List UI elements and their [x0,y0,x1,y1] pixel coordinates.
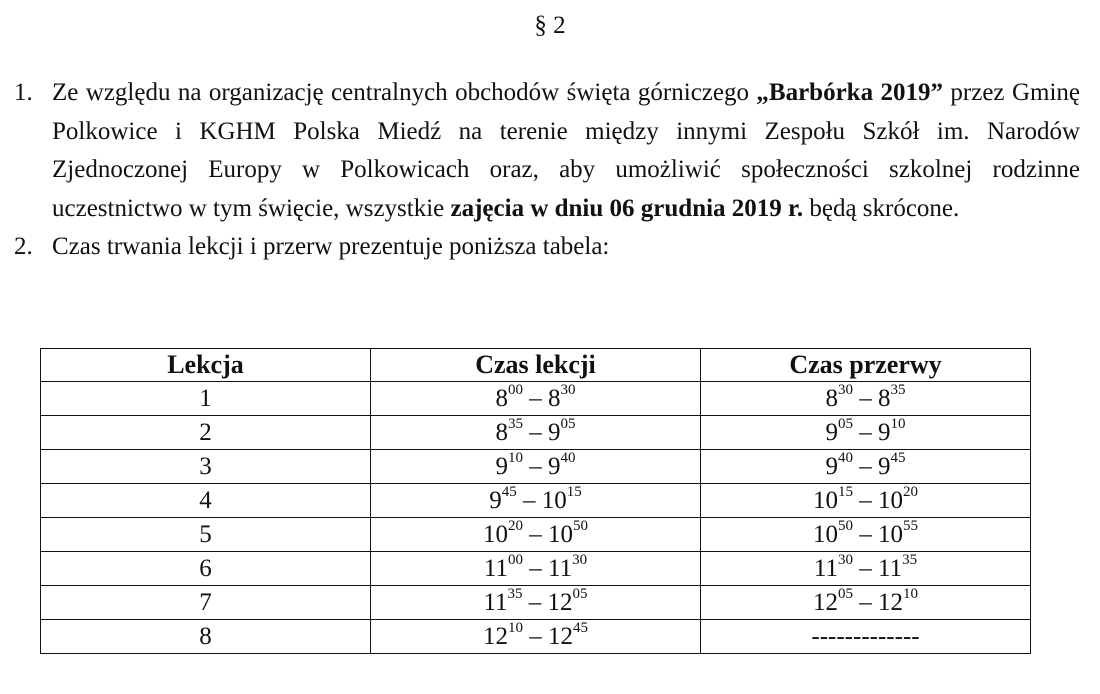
time-to-hour: 11 [878,554,903,582]
no-break-placeholder: ------------- [811,622,920,650]
time-from-minutes: 20 [508,518,523,535]
section-heading: § 2 [534,12,566,39]
table-row [41,382,1031,416]
time-to-minutes: 10 [903,586,918,603]
lesson-time-cell [371,586,701,620]
header-lesson: Lekcja [41,349,371,382]
time-to-minutes: 35 [902,552,918,569]
lesson-number-cell: 7 [41,586,371,620]
time-from-hour: 11 [483,588,508,616]
time-to-hour: 11 [548,554,573,582]
break-time-cell [701,552,1031,586]
lesson-time-cell [371,518,701,552]
time-to-minutes: 15 [566,484,582,501]
time-from-minutes: 05 [838,586,853,603]
break-time-cell [701,382,1031,416]
time-to-hour: 8 [548,384,561,412]
table-row [41,450,1031,484]
range-separator: – [853,588,878,616]
table-row [41,484,1031,518]
list-item-text [52,228,1080,267]
time-to-minutes: 05 [560,416,576,433]
lesson-time-cell [371,484,701,518]
time-from-minutes: 40 [838,450,853,467]
time-from-minutes: 45 [501,484,517,501]
lesson-time-cell [371,382,701,416]
time-from-hour: 12 [483,622,508,650]
time-from-minutes: 35 [507,586,523,603]
lesson-number-cell: 6 [41,552,371,586]
break-time-cell [701,450,1031,484]
time-from-hour: 9 [825,418,838,446]
table-body [41,382,1031,654]
range-separator: – [522,588,548,616]
time-to-minutes: 10 [890,416,906,433]
list-item-2 [14,228,1080,267]
break-time-cell [701,484,1031,518]
lesson-number-cell: 1 [41,382,371,416]
lesson-time-cell [371,620,701,654]
time-to-hour: 9 [548,452,561,480]
text-segment: będą skrócone. [803,194,960,222]
time-to-minutes: 30 [560,382,576,399]
schedule-table [40,348,1031,654]
time-from-minutes: 10 [508,620,523,637]
time-to-hour: 10 [878,486,903,514]
range-separator: – [523,554,548,582]
time-from-hour: 8 [495,384,508,412]
time-to-hour: 9 [878,418,891,446]
time-to-minutes: 50 [573,518,588,535]
break-time-cell [701,586,1031,620]
time-to-hour: 12 [878,588,903,616]
range-separator: – [516,486,542,514]
header-break-time: Czas przerwy [701,349,1031,382]
lesson-time-cell [371,450,701,484]
range-separator: – [853,418,878,446]
range-separator: – [853,554,878,582]
time-to-hour: 10 [541,486,567,514]
time-to-hour: 9 [548,418,561,446]
time-from-hour: 9 [489,486,502,514]
time-to-minutes: 35 [890,382,906,399]
time-to-minutes: 20 [903,484,918,501]
lesson-number-cell: 3 [41,450,371,484]
lesson-time-cell [371,552,701,586]
text-segment: Ze względu na organizację centralnych obchodów święta górniczego [52,79,757,106]
time-from-minutes: 15 [838,484,853,501]
list-item-number: 1. [14,79,33,106]
time-to-hour: 12 [547,588,573,616]
range-separator: – [523,418,548,446]
time-from-hour: 8 [825,384,838,412]
time-to-minutes: 40 [560,450,576,467]
range-separator: – [853,384,878,412]
text-segment: przez Gminę Polkowice i KGHM Polska Miedź na terenie między innymi Zespołu Szkół im. Narodów Zjednoczonej Europy w Polkowicach oraz, aby umożliwić społeczności szkolnej rodzinne uczestnictwo w tym święcie, wszystkie [52,79,1080,222]
time-from-minutes: 00 [508,552,523,569]
lesson-number-cell: 8 [41,620,371,654]
time-to-hour: 10 [878,520,903,548]
time-from-hour: 11 [483,554,508,582]
time-from-hour: 8 [495,418,508,446]
time-from-hour: 10 [813,520,838,548]
time-from-minutes: 30 [838,552,853,569]
table-row [41,586,1031,620]
time-from-hour: 12 [813,588,838,616]
lesson-number-cell: 5 [41,518,371,552]
numbered-list [14,74,1080,267]
break-time-cell [701,416,1031,450]
text-segment-bold: „Barbórka 2019” [756,79,943,106]
text-segment: Czas trwania lekcji i przerw prezentuje poniższa tabela: [52,233,610,260]
time-from-hour: 9 [825,452,838,480]
list-item-number: 2. [14,233,33,260]
list-item-1 [14,74,1080,228]
time-to-hour: 12 [548,622,573,650]
range-separator: – [523,452,548,480]
range-separator: – [523,384,548,412]
time-from-minutes: 10 [508,450,523,467]
time-from-minutes: 05 [838,416,853,433]
range-separator: – [523,520,548,548]
list-item-text [52,74,1080,228]
time-to-minutes: 05 [572,586,588,603]
time-from-hour: 10 [813,486,838,514]
time-from-hour: 9 [495,452,508,480]
lesson-number-cell: 4 [41,484,371,518]
header-lesson-time: Czas lekcji [371,349,701,382]
range-separator: – [853,486,878,514]
time-to-minutes: 45 [890,450,906,467]
time-to-minutes: 55 [903,518,918,535]
lesson-number-cell: 2 [41,416,371,450]
time-to-hour: 8 [878,384,891,412]
table-row [41,518,1031,552]
time-from-hour: 10 [483,520,508,548]
range-separator: – [853,520,878,548]
text-segment-bold: zajęcia w dniu 06 grudnia 2019 r. [450,194,804,222]
time-from-hour: 11 [813,554,838,582]
time-to-hour: 10 [548,520,573,548]
lesson-time-cell [371,416,701,450]
break-time-cell [701,620,1031,654]
time-to-minutes: 30 [572,552,588,569]
table-header-row [41,349,1031,382]
table-row [41,620,1031,654]
break-time-cell [701,518,1031,552]
table-row [41,416,1031,450]
time-from-minutes: 30 [838,382,853,399]
time-to-minutes: 45 [573,620,588,637]
time-from-minutes: 00 [508,382,523,399]
time-from-minutes: 50 [838,518,853,535]
range-separator: – [523,622,548,650]
time-to-hour: 9 [878,452,891,480]
range-separator: – [853,452,878,480]
time-from-minutes: 35 [508,416,523,433]
table-row [41,552,1031,586]
